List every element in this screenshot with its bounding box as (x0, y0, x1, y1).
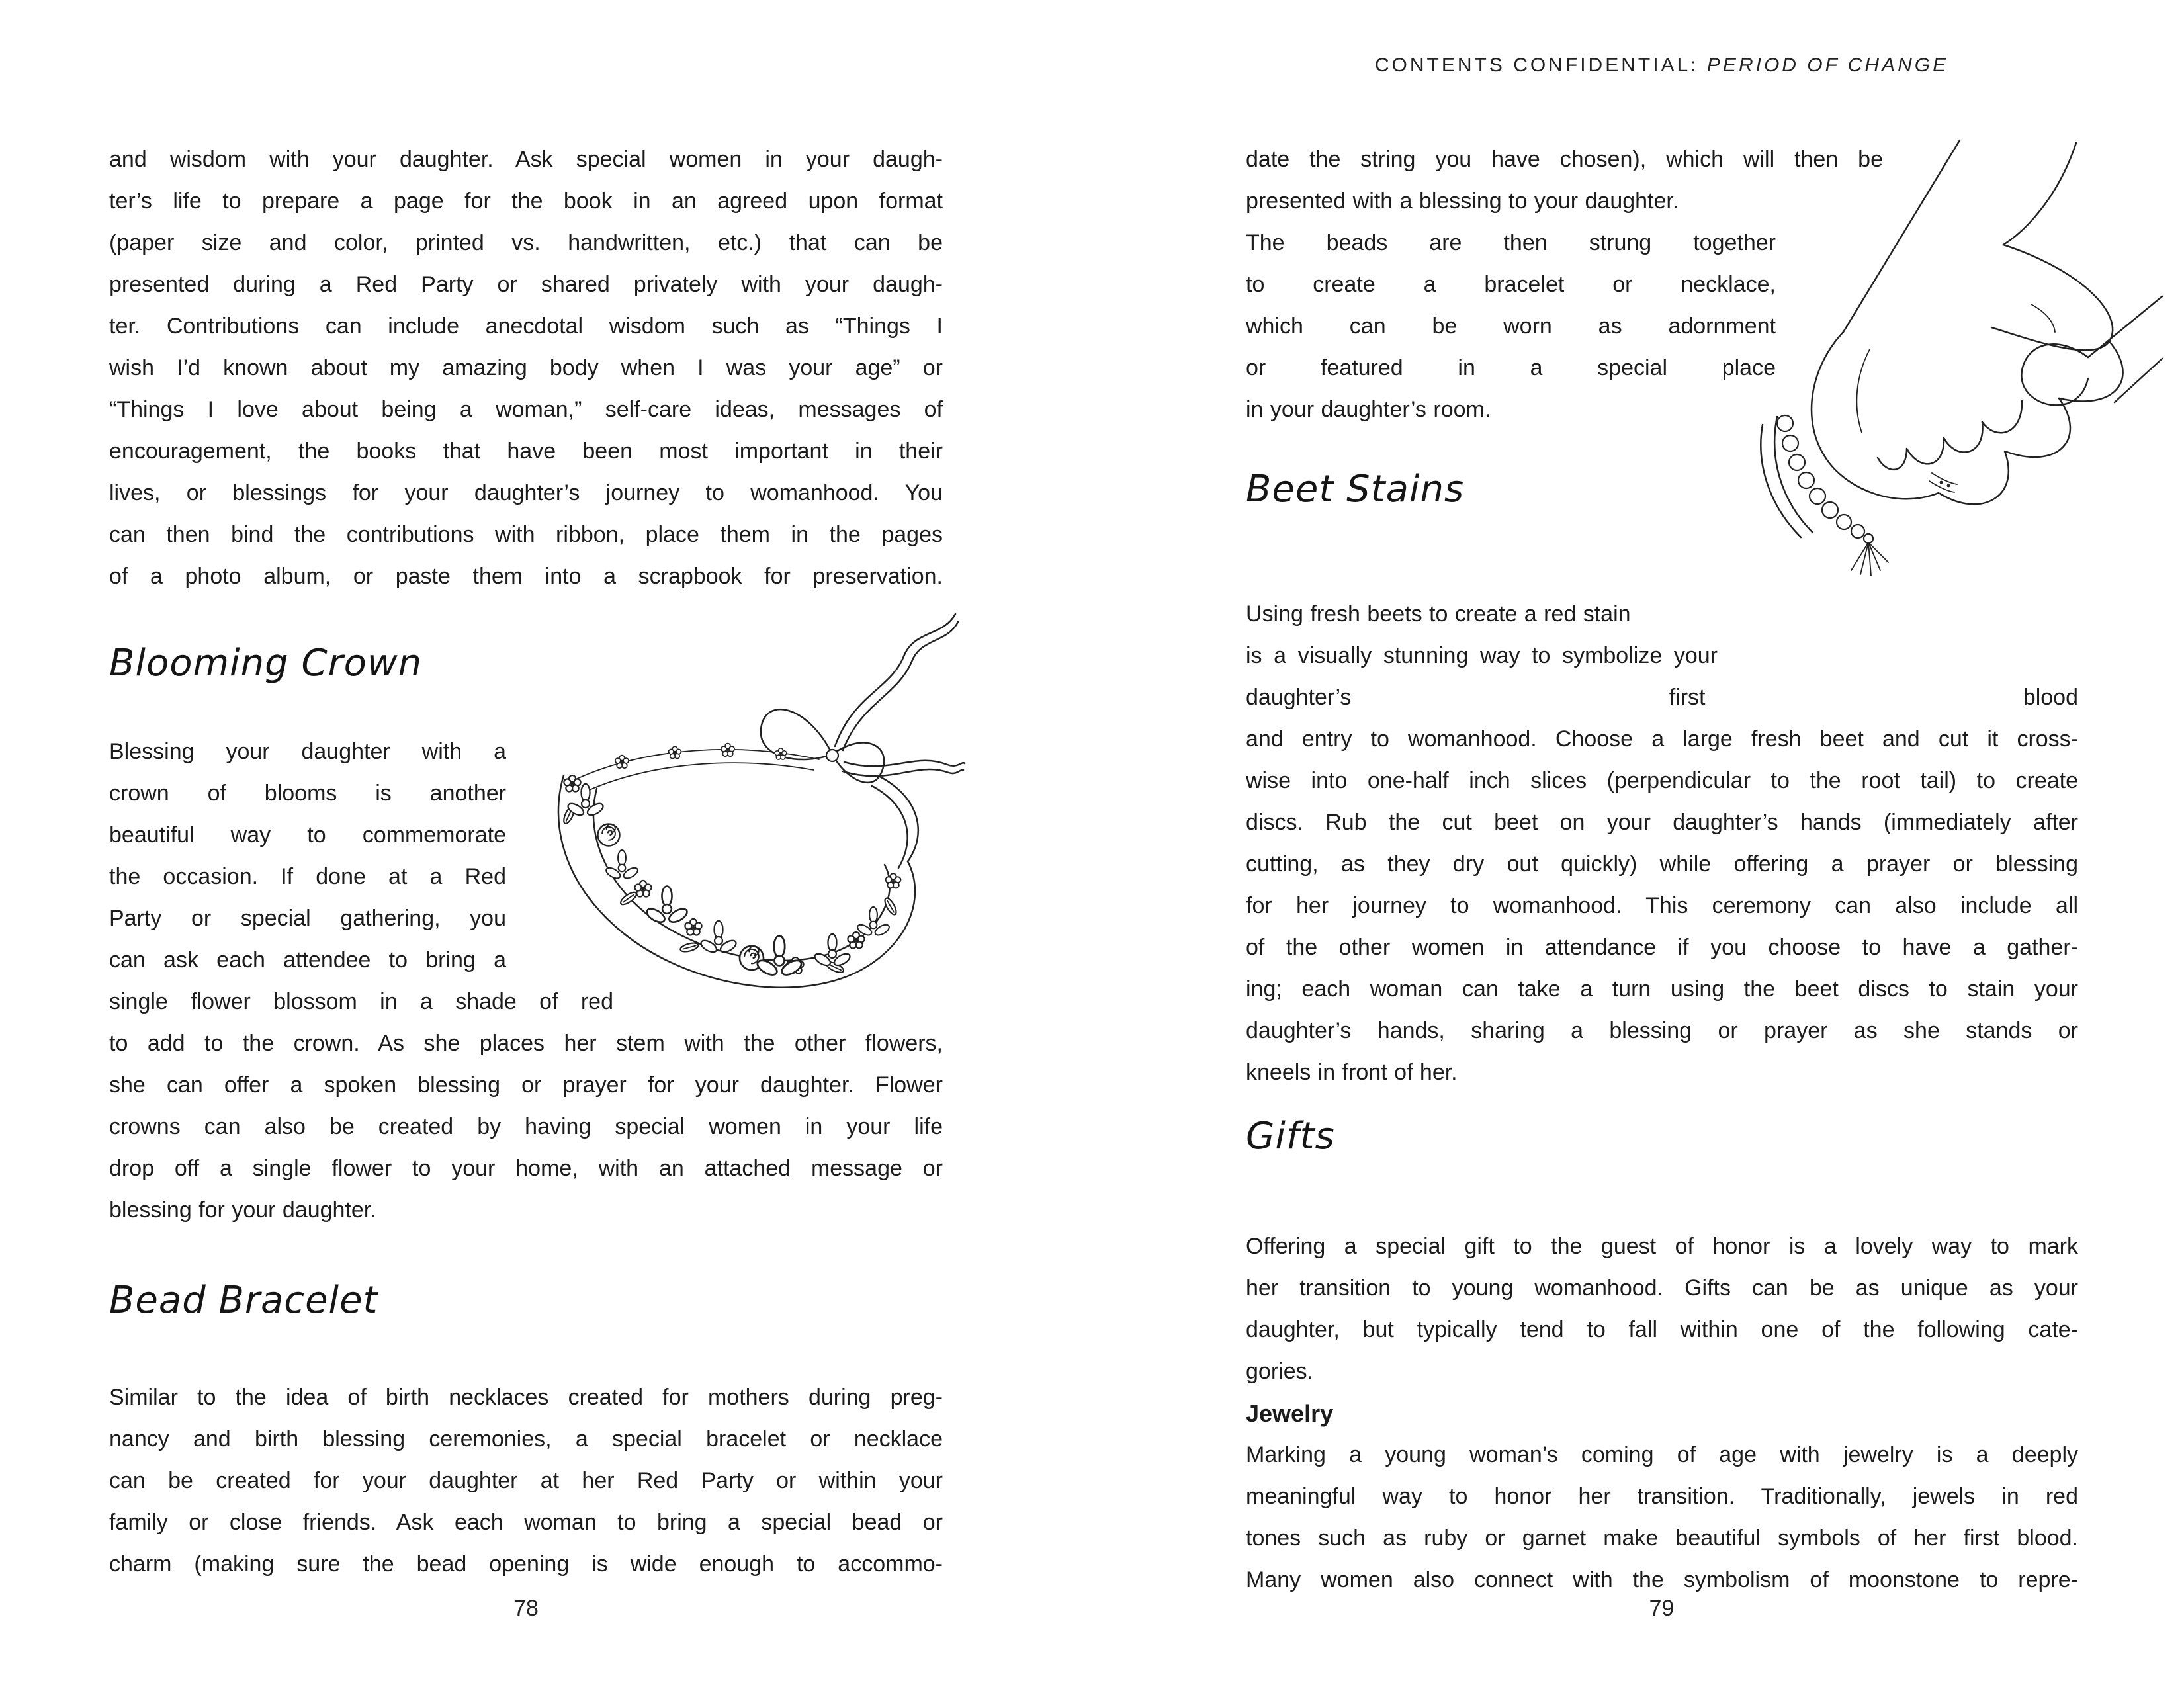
jewelry-heading: Jewelry (1246, 1400, 1334, 1427)
blooming-crown-lines: Blessing your daughter with a crown of blooms is another beautiful way to commemorate the occasion. If done at a Red Party or special gathering, you can ask each attendee to bring a single flower blossom in a shade of red to add to the crown. As she places her stem with the other flowers, she can offer a spoken blessing or prayer for your daughter. Flower crowns can also be created by having special women in your life drop off a single flower to your home, with an attached message or blessing for your daughter. (109, 739, 943, 1223)
continuation-paragraph (1246, 139, 2078, 431)
hands-text-wrap-spacer-3 (1718, 431, 2078, 642)
right-page (1092, 0, 2184, 1687)
crown-text-wrap-spacer-step (613, 981, 943, 1023)
running-header-prefix: CONTENTS CONFIDENTIAL: (1374, 54, 1707, 76)
running-header-title: PERIOD OF CHANGE (1706, 54, 1949, 76)
hands-text-wrap-spacer-2 (1776, 222, 2078, 431)
hands-text-wrap-spacer-1 (1883, 139, 2078, 222)
left-page-number: 78 (513, 1596, 539, 1621)
crown-text-wrap-spacer (506, 731, 943, 981)
beet-stains-paragraph: Using fresh beets to create a red stain is a visually stunning way to symbolize your daughter’s first blood and entry to womanhood. Choose a large fresh beet and cut it cross- wise into one-half inch slices (perpendicular to the root tail) to create discs. Rub the cut beet on your daughter’s hands (immediately after cutting, as they dry out quickly) while offering a prayer or blessing for her journey to womanhood. This ceremony can also include all of the other women in attendance if you choose to have a gather- ing; each woman can take a turn using the beet discs to stain your daughter’s hands, sharing a blessing or prayer as she stands or kneels in front of her. (1246, 601, 2078, 1085)
beet-stains-heading: Beet Stains (1246, 468, 1465, 511)
blooming-crown-paragraph (109, 731, 943, 1231)
gifts-heading: Gifts (1246, 1115, 1335, 1158)
bead-bracelet-paragraph: Similar to the idea of birth necklaces created for mothers during preg- nancy and birth blessing ceremonies, a special bracelet or necklace can be created for your daughter at her Red Party or within your family or close friends. Ask each woman to bring a special bead or charm (making sure the bead opening is wide enough to accommo- (109, 1385, 943, 1577)
right-page-number: 79 (1649, 1596, 1675, 1621)
jewelry-paragraph: Marking a young woman’s coming of age with jewelry is a deeply meaningful way to honor her transition. Traditionally, jewels in red tones such as ruby or garnet make beautiful symbols of her first blood. Many women also connect with the symbolism of moonstone to repre- (1246, 1442, 2078, 1592)
gifts-paragraph: Offering a special gift to the guest of honor is a lovely way to mark her transition to young womanhood. Gifts can be as unique as your daughter, but typically tend to fall within one of the following cate- gories. (1246, 1234, 2078, 1384)
blooming-crown-heading: Blooming Crown (109, 642, 423, 685)
bead-bracelet-heading: Bead Bracelet (109, 1279, 378, 1322)
intro-paragraph: and wisdom with your daughter. Ask special women in your daugh- ter’s life to prepare a page for the book in an agreed upon format (paper size and color, printed vs. handwritten, etc.) that can be presented during a Red Party or shared privately with your daugh- ter. Contributions can include anecdotal wisdom such as “Things I wish I’d known about my amazing body when I was your age” or “Things I love about being a woman,” self-care ideas, messages of encouragement, the books that have been most important in their lives, or blessings for your daughter’s journey to womanhood. You can then bind the contributions with ribbon, place them in the pages of a photo album, or paste them into a scrapbook for preservation. (109, 147, 943, 589)
running-header (1246, 54, 2077, 77)
continuation-lines: date the string you have chosen), which will then be presented with a blessing to your daughter. The beads are then strung together to create a bracelet or necklace, which can be worn as adornment or featured in a special place in your daughter’s room. (1246, 147, 1883, 422)
